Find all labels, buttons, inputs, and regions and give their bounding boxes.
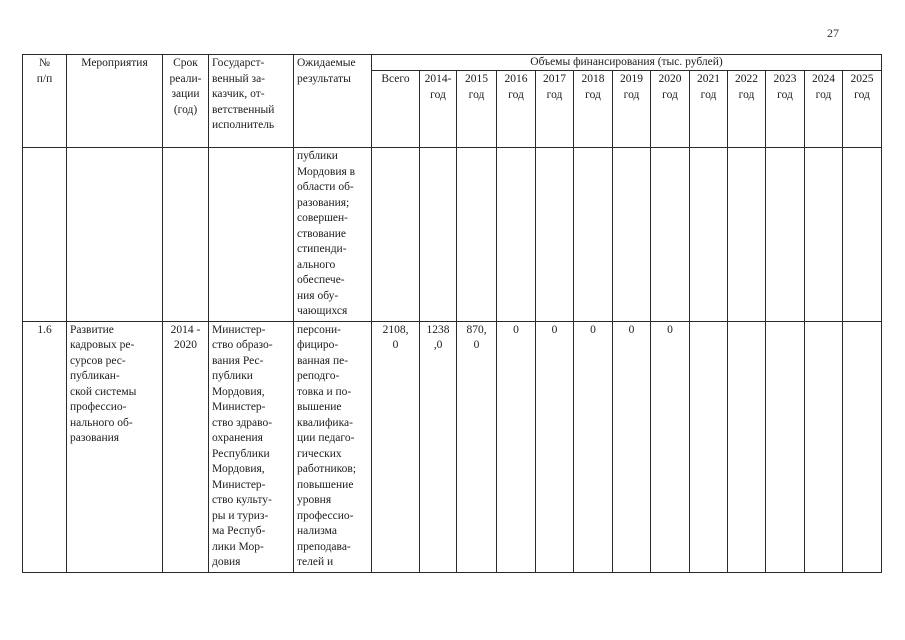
header-year: 2024 год — [805, 71, 843, 148]
cell-activity — [67, 148, 163, 322]
cell-value: 0 — [651, 321, 690, 572]
header-year: 2021 год — [690, 71, 728, 148]
cell-value — [690, 148, 728, 322]
header-executor: Государст- венный за- казчик, от- ветственный исполнитель — [209, 55, 294, 148]
header-year: 2025 год — [843, 71, 882, 148]
header-year: 2017 год — [536, 71, 574, 148]
cell-value — [843, 321, 882, 572]
header-num: № п/п — [23, 55, 67, 148]
cell-value — [805, 321, 843, 572]
header-term: Срок реали- зации (год) — [163, 55, 209, 148]
header-year: 2019 год — [613, 71, 651, 148]
header-year: 2022 год — [728, 71, 766, 148]
header-financing: Объемы финансирования (тыс. рублей) — [372, 55, 882, 71]
cell-executor: Министер- ство образо- вания Рес- публики Мордовия, Министер- ство здраво- охранения Республики Мордовия, Министер- ство культу- ры и туриз- ма Респуб- лики Мор- довия — [209, 321, 294, 572]
cell-value — [613, 148, 651, 322]
cell-value: 0 — [613, 321, 651, 572]
cell-value: 870, 0 — [457, 321, 497, 572]
cell-term: 2014 - 2020 — [163, 321, 209, 572]
header-year: 2015 год — [457, 71, 497, 148]
page-number: 27 — [827, 26, 839, 40]
cell-value: 1238 ,0 — [420, 321, 457, 572]
cell-value: 0 — [497, 321, 536, 572]
header-total: Всего — [372, 71, 420, 148]
cell-term — [163, 148, 209, 322]
cell-activity: Развитие кадровых ре- сурсов рес- публикан- ской системы профессио- нального об- разования — [67, 321, 163, 572]
cell-total: 2108, 0 — [372, 321, 420, 572]
cell-value — [574, 148, 613, 322]
cell-value — [843, 148, 882, 322]
header-activity: Мероприятия — [67, 55, 163, 148]
cell-value — [690, 321, 728, 572]
cell-value — [651, 148, 690, 322]
cell-value: 0 — [536, 321, 574, 572]
header-year: 2020 год — [651, 71, 690, 148]
table-row — [23, 148, 882, 322]
cell-value — [457, 148, 497, 322]
cell-value — [766, 321, 805, 572]
cell-value: 0 — [574, 321, 613, 572]
cell-value — [420, 148, 457, 322]
header-year: 2016 год — [497, 71, 536, 148]
cell-total — [372, 148, 420, 322]
header-year: 2014- год — [420, 71, 457, 148]
cell-value — [766, 148, 805, 322]
cell-value — [805, 148, 843, 322]
cell-value — [728, 321, 766, 572]
cell-executor — [209, 148, 294, 322]
cell-value — [536, 148, 574, 322]
cell-results: публики Мордовия в области об- разования; совершен- ствование стипенди- ального обеспече- ния обу- чающихся — [294, 148, 372, 322]
header-results: Ожидаемые результаты — [294, 55, 372, 148]
program-table — [22, 54, 882, 573]
table-row — [23, 321, 882, 572]
cell-value — [497, 148, 536, 322]
cell-results: персони- фициро- ванная пе- реподго- товка и по- вышение квалифика- ции педаго- гических работников; повышение уровня профессио- нализма преподава- телей и — [294, 321, 372, 572]
cell-num: 1.6 — [23, 321, 67, 572]
cell-num — [23, 148, 67, 322]
header-year: 2023 год — [766, 71, 805, 148]
header-year: 2018 год — [574, 71, 613, 148]
cell-value — [728, 148, 766, 322]
